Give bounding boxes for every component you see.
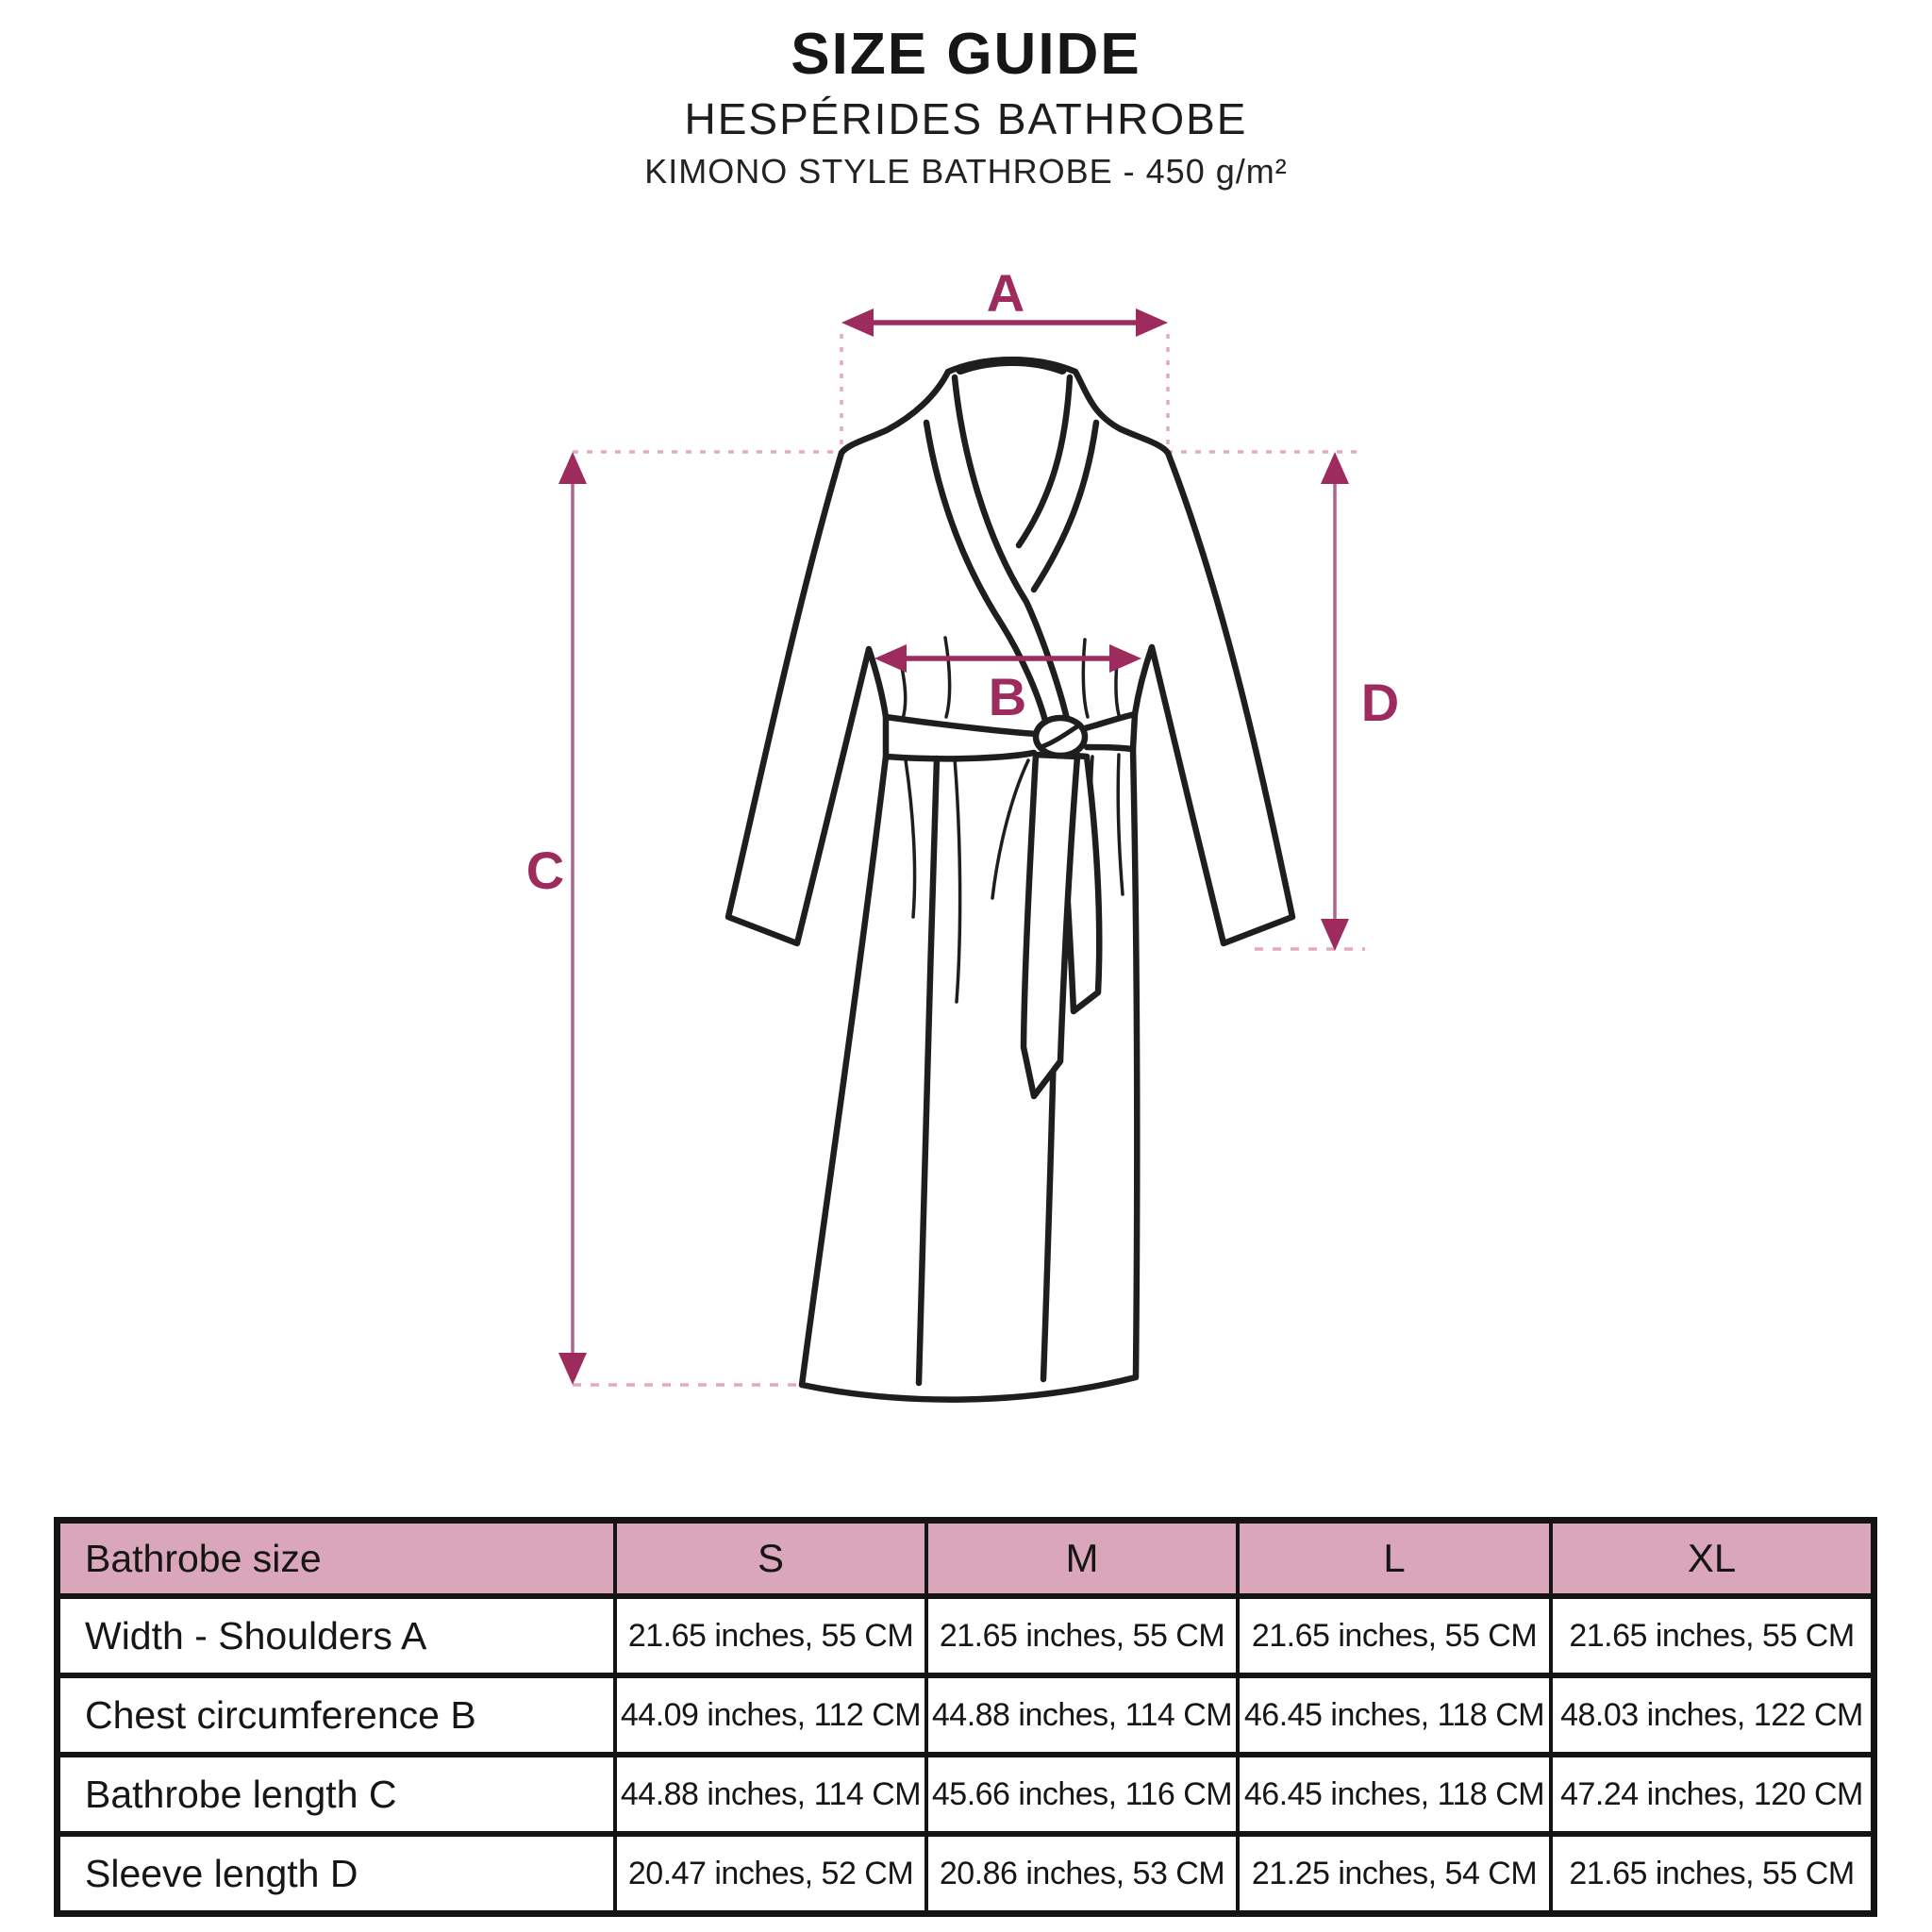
sleeve-length-m: 20.86 inches, 53 CM (928, 1837, 1240, 1910)
arrowhead-a-right (1136, 308, 1168, 337)
robe-silhouette (728, 359, 1292, 1399)
chest-circumference-l: 46.45 inches, 118 CM (1240, 1678, 1553, 1757)
width-shoulders-xl: 21.65 inches, 55 CM (1553, 1599, 1871, 1678)
page-title: SIZE GUIDE (791, 22, 1141, 87)
label-b: B (988, 667, 1027, 726)
dimension-a (841, 263, 1168, 337)
bathrobe-measurement-diagram (0, 179, 1932, 1500)
label-a: A (986, 263, 1025, 323)
row-width-shoulders-label: Width - Shoulders A (60, 1599, 617, 1678)
bathrobe-drawing (728, 359, 1292, 1399)
sleeve-length-l: 21.25 inches, 54 CM (1240, 1837, 1553, 1910)
size-table (54, 1517, 1877, 1917)
row-sleeve-length-label: Sleeve length D (60, 1837, 617, 1910)
chest-circumference-xl: 48.03 inches, 122 CM (1553, 1678, 1871, 1757)
bathrobe-length-l: 46.45 inches, 118 CM (1240, 1757, 1553, 1837)
arrowhead-c-bottom (558, 1353, 587, 1385)
dimension-d (1321, 452, 1399, 951)
sleeve-length-s: 20.47 inches, 52 CM (617, 1837, 928, 1910)
bathrobe-length-xl: 47.24 inches, 120 CM (1553, 1757, 1871, 1837)
dimension-c (526, 452, 587, 1385)
product-name: HESPÉRIDES BATHROBE (684, 94, 1248, 144)
arrowhead-c-top (558, 452, 587, 484)
width-shoulders-s: 21.65 inches, 55 CM (617, 1599, 928, 1678)
table-header-size-xl: XL (1553, 1524, 1871, 1599)
product-description: KIMONO STYLE BATHROBE - 450 g/m² (644, 151, 1288, 191)
width-shoulders-m: 21.65 inches, 55 CM (928, 1599, 1240, 1678)
table-header-size-l: L (1240, 1524, 1553, 1599)
arrowhead-a-left (841, 308, 874, 337)
table-header-size-s: S (617, 1524, 928, 1599)
table-header-bathrobe-size: Bathrobe size (60, 1524, 617, 1599)
label-c: C (525, 841, 565, 900)
arrowhead-d-top (1321, 452, 1349, 484)
width-shoulders-l: 21.65 inches, 55 CM (1240, 1599, 1553, 1678)
table-header-size-m: M (928, 1524, 1240, 1599)
arrowhead-d-bottom (1321, 919, 1349, 951)
chest-circumference-s: 44.09 inches, 112 CM (617, 1678, 928, 1757)
bathrobe-length-m: 45.66 inches, 116 CM (928, 1757, 1240, 1837)
sleeve-length-xl: 21.65 inches, 55 CM (1569, 1855, 1855, 1891)
header (0, 21, 1932, 190)
row-chest-circumference-label: Chest circumference B (60, 1678, 617, 1757)
chest-circumference-m: 44.88 inches, 114 CM (928, 1678, 1240, 1757)
bathrobe-length-s: 44.88 inches, 114 CM (617, 1757, 928, 1837)
row-bathrobe-length-label: Bathrobe length C (60, 1757, 617, 1837)
label-d: D (1360, 673, 1400, 732)
